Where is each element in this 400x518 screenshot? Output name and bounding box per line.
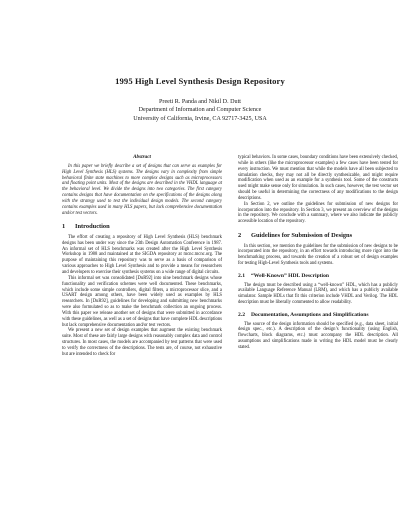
section-number: 2	[238, 232, 242, 240]
affiliation-department: Department of Information and Computer Science	[138, 107, 262, 114]
right-column	[238, 155, 398, 351]
intro-paragraph-continued: typical behaviors. In some cases, boundary conditions have been extensively checked, while in others (like the microprocessor examples) a few cases have been tested for every instruction. We must mention that while the models have all been subjected to simulation checks, they may not all be directly synthesizable, and might require modification when used as an example for a synthesis tool. Some of the constructs used might make sense only for simulation. In such cases, however, the test vector set should be useful in determining the correctness of any modifications to the design descriptions.	[238, 155, 398, 201]
author-names: Preeti R. Panda and Nikil D. Dutt	[159, 99, 241, 105]
subsection-number: 2.1	[238, 273, 245, 279]
subsection-heading-hdl	[238, 273, 398, 280]
paper-title: 1995 High Level Synthesis Design Repository	[115, 76, 285, 86]
left-column	[62, 155, 222, 358]
documentation-paragraph: The source of the design information should be specified (e.g., data sheet, initial design spec., etc.). A description of the design’s functionality (using English, flowcharts, block diagrams, etc.) must accompany the HDL description. All assumptions and simplifications made in writing the HDL model must be clearly stated.	[238, 321, 398, 350]
intro-paragraph: We present a new set of design examples that augment the existing benchmark suite. Most of these are fairly large designs with reasonably complex data and control structures. In most cases, the models are accompanied by test patterns that were used to verify the correctness of the descriptions. The tests are, of course, not exhaustive but are intended to check for	[62, 328, 222, 357]
affiliation-university: University of California, Irvine, CA 92717-3425, USA	[133, 115, 267, 122]
subsection-heading-documentation	[238, 312, 398, 319]
section-title: Guidelines for Submission of Designs	[251, 232, 353, 240]
hdl-paragraph: The design must be described using a “well-known” HDL, which has a publicly available Language Reference Manual (LRM), and which has a publicly available simulator. Sample HDLs that fit this criterion include VHDL and Verilog. The HDL description must be liberally commented to allow readability.	[238, 282, 398, 306]
guidelines-paragraph: In this section, we mention the guidelines for the submission of new designs to be incorporated into the repository, in an effort towards introducing more rigor into the benchmarking process, and towards the creation of a robust set of design examples for testing High-Level Synthesis tools and systems.	[238, 243, 398, 267]
subsection-title: “Well-Known” HDL Description	[251, 273, 330, 279]
section-heading-introduction	[62, 223, 222, 231]
intro-paragraph: This informal set was consolidated [DuR92] into nine benchmark designs whose functionality and verification schemes were well documented. These benchmarks, which include some simple controllers, digital filters, a microprocessor slice, and a USART design among others, have been widely used as examples by HLS researchers. In [DuR92], guidelines for developing and submitting new benchmarks were also formulated so as to make the benchmark collection an ongoing process. With this paper we release another set of designs that were submitted in accordance with these guidelines, as well as a set of designs that have complete HDL descriptions but lack comprehensive documentation and/or test vectors.	[62, 275, 222, 328]
subsection-number: 2.2	[238, 311, 245, 318]
section-number: 1	[62, 223, 66, 231]
section-heading-guidelines	[238, 232, 398, 240]
section-title: Introduction	[75, 223, 110, 231]
author-block	[0, 98, 400, 123]
intro-paragraph: The effort of creating a repository of High Level Synthesis (HLS) benchmark designs has been under way since the 23th Design Automation Conference in 1987. An informal set of HLS benchmarks was created after the High Level Synthesis Workshop in 1988 and maintained at the SIGDA repository at mcnc.mcnc.org. The purpose of maintaining this repository was to serve as a basis of comparison of various approaches to High Level Synthesis and to provide a means for researchers and developers to exercise their synthesis systems on a wide range of digital circuits.	[62, 234, 222, 275]
abstract-text: In this paper we briefly describe a set of designs that can serve as examples for High Level Synthesis (HLS) systems. The designs vary in complexity from simple behavioral finite state machines to more complex designs such as microprocessors and floating point units. Most of the designs are described in the VHDL language at the behavioral level. We divide the designs into two categories. The first category contains designs that have documentation on the specifications of the designs along with the strategy used to test the individual design models. The second category contains examples used in many HLS papers, but lack comprehensive documentation and/or test vectors.	[62, 163, 222, 216]
abstract-heading: Abstract	[133, 154, 151, 160]
subsection-title: Documentation, Assumptions and Simplifications	[251, 311, 369, 318]
intro-paragraph: In Section 2, we outline the guidelines for submission of new designs for incorporation into the repository. In Section 3, we present an overview of the designs in the repository. We conclude with a summary, where we also indicate the publicly accessible location of the repository.	[238, 201, 398, 225]
